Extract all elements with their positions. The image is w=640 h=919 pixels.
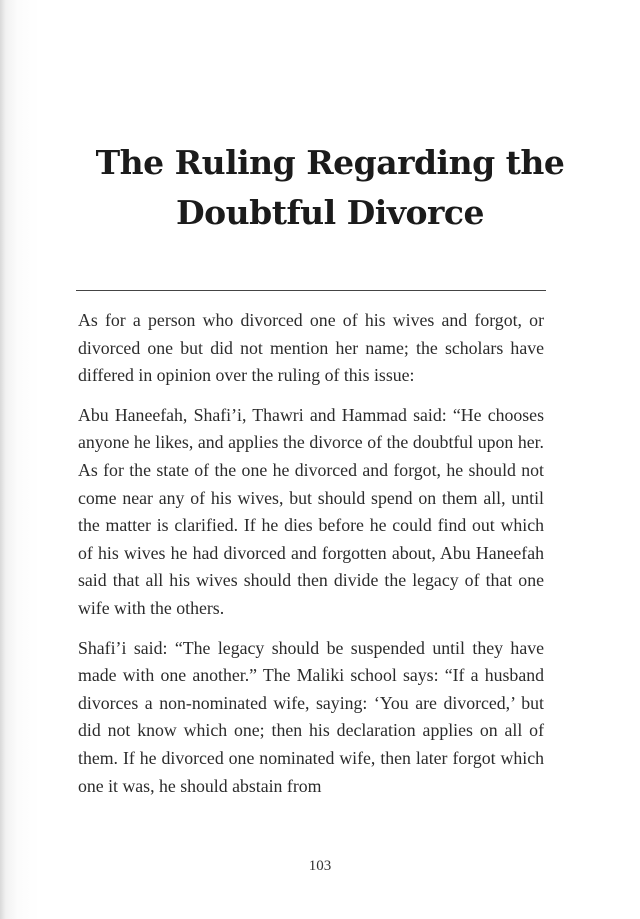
chapter-title	[40, 138, 620, 238]
chapter-title-line-1: The Ruling Regarding the	[95, 143, 565, 182]
body-text	[78, 307, 544, 812]
paragraph: As for a person who divorced one of his wives and forgot, or divorced one but did not mention her name; the scholars have differed in opinion over the ruling of this issue:	[78, 310, 544, 386]
paragraph: Abu Haneefah, Shafi’i, Thawri and Hammad said: “He chooses anyone he likes, and applies the divorce of the doubtful upon her. As for the state of the one he divorced and forgot, he should not come near any of his wives, but should spend on them all, until the matter is clarified. If he dies before he could find out which of his wives he had divorced and forgotten about, Abu Haneefah said that all his wives should then divide the legacy of that one wife with the others.	[78, 404, 544, 618]
page-number: 103	[308, 858, 332, 874]
chapter-title-line-2: Doubtful Divorce	[176, 193, 484, 232]
title-divider	[76, 290, 546, 291]
paragraph: Shafi’i said: “The legacy should be suspended until they have made with one another.” The Maliki school says: “If a husband divorces a non-nominated wife, saying: ‘You are divorced,’ but did not know which one; then his declaration applies on all of them. If he divorced one nominated wife, then later forgot which one it was, he should abstain from	[78, 637, 544, 796]
